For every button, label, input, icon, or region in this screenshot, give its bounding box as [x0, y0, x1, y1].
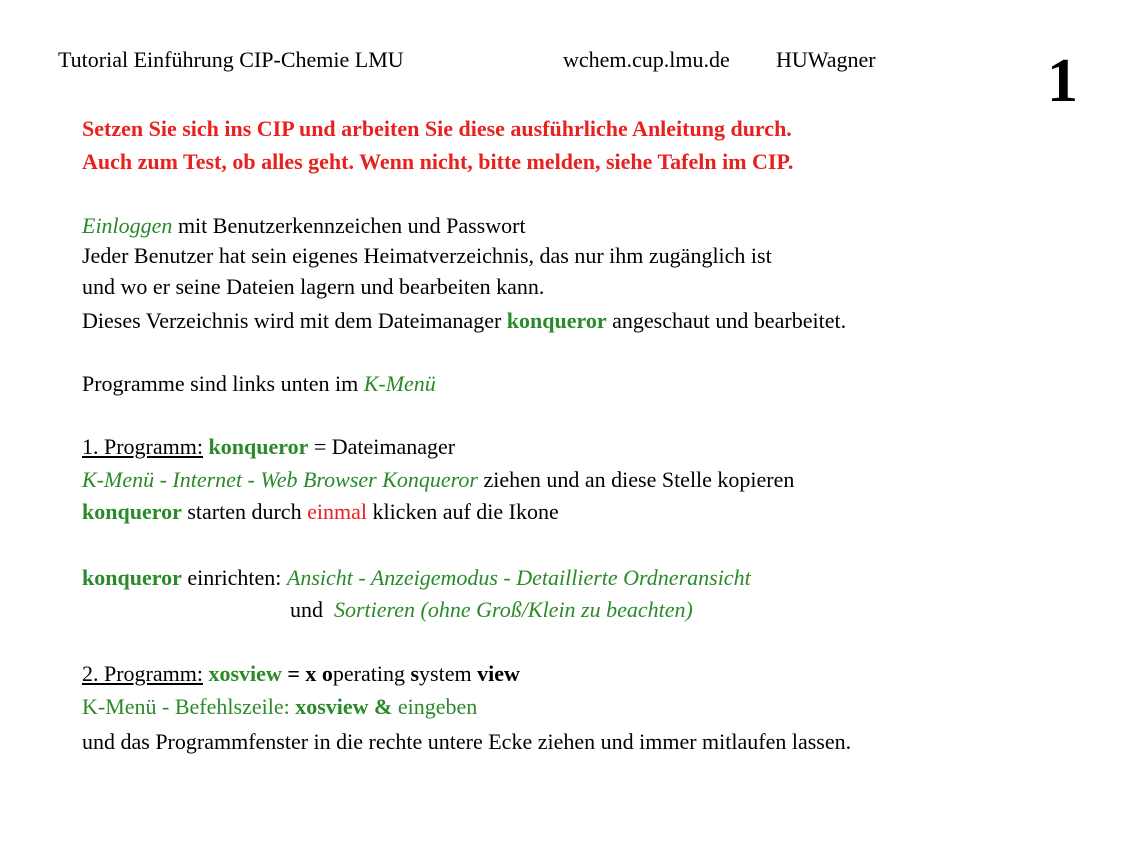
login-line-1 — [82, 213, 526, 239]
intro-line-1: Setzen Sie sich ins CIP und arbeiten Sie diese ausführliche Anleitung durch. — [82, 116, 792, 141]
intro-line-2: Auch zum Test, ob alles geht. Wenn nicht, bitte melden, siehe Tafeln im CIP. — [82, 149, 794, 174]
login-line-4 — [82, 308, 846, 334]
prog1-path: K-Menü - Internet - Web Browser Konqueror — [82, 467, 478, 492]
prog1-path-rest: ziehen und an diese Stelle kopieren — [477, 467, 795, 492]
prog2-s: s — [410, 661, 420, 686]
prog2-eq: = x — [281, 661, 322, 686]
prog1-path-line — [82, 467, 794, 493]
prog1-start-pre: starten durch — [181, 499, 308, 524]
prog2-menu-line — [82, 694, 477, 720]
prog1-label: 1. Programm: — [82, 434, 203, 459]
login-line-2: Jeder Benutzer hat sein eigenes Heimatverzeichnis, das nur ihm zugänglich ist — [82, 243, 772, 268]
prog1-heading — [82, 434, 455, 460]
page-number: 1 — [1047, 47, 1078, 115]
setup-path: Ansicht - Anzeigemodus - Detaillierte Ordneransicht — [286, 565, 751, 590]
prog1-rest: = Dateimanager — [308, 434, 456, 459]
setup-und: und — [290, 597, 334, 622]
prog2-cmd: xosview & — [295, 694, 393, 719]
header-site: wchem.cup.lmu.de — [563, 47, 730, 72]
setup-sort-line — [290, 597, 693, 623]
login-line-4-pre: Dieses Verzeichnis wird mit dem Dateimanager — [82, 308, 507, 333]
login-line-3: und wo er seine Dateien lagern und bearbeiten kann. — [82, 274, 545, 299]
prog1-start-line — [82, 499, 559, 525]
prog2-perating: perating — [332, 661, 411, 686]
prog2-o: o — [321, 661, 333, 686]
prog1-name: konqueror — [208, 434, 309, 459]
prog2-last-line: und das Programmfenster in die rechte untere Ecke ziehen und immer mitlaufen lassen. — [82, 729, 852, 754]
prog2-menu: K-Menü - Befehlszeile: — [82, 694, 296, 719]
prog2-name: xosview — [208, 661, 282, 686]
prog1-start-post: klicken auf die Ikone — [366, 499, 559, 524]
prog2-menu-post: eingeben — [392, 694, 478, 719]
prog2-heading — [82, 661, 520, 687]
prog2-view: view — [477, 661, 520, 686]
header-title: Tutorial Einführung CIP-Chemie LMU — [58, 47, 404, 72]
programs-menu: K-Menü — [363, 371, 436, 396]
programs-line — [82, 371, 436, 397]
prog2-label: 2. Programm: — [82, 661, 203, 686]
setup-name: konqueror — [82, 565, 182, 590]
programs-pre: Programme sind links unten im — [82, 371, 364, 396]
setup-line — [82, 565, 751, 591]
header-author: HUWagner — [776, 47, 876, 72]
prog1-start-once: einmal — [307, 499, 367, 524]
prog2-ystem: ystem — [419, 661, 478, 686]
prog1-start-name: konqueror — [82, 499, 182, 524]
login-rest: mit Benutzerkennzeichen und Passwort — [172, 213, 526, 238]
setup-sort: Sortieren (ohne Groß/Klein zu beachten) — [334, 597, 693, 622]
login-line-4-program: konqueror — [506, 308, 607, 333]
login-term: Einloggen — [82, 213, 173, 238]
login-line-4-post: angeschaut und bearbeitet. — [606, 308, 847, 333]
setup-pre: einrichten: — [181, 565, 287, 590]
